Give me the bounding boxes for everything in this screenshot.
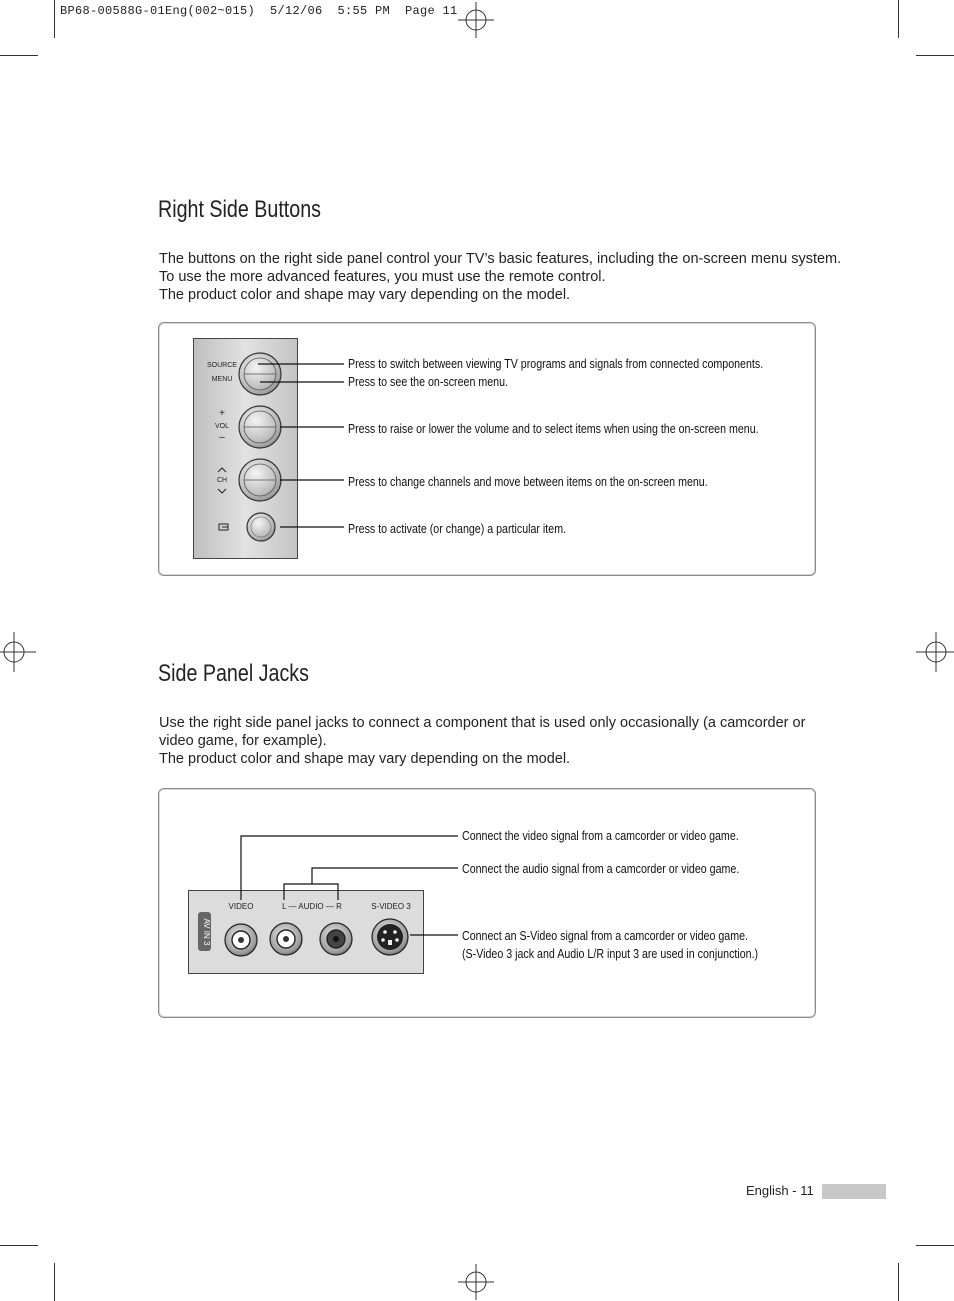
callout-enter: Press to activate (or change) a particular item.	[348, 521, 567, 536]
registration-mark-icon	[916, 632, 954, 672]
chevron-up-icon	[218, 468, 226, 472]
menu-label: MENU	[211, 376, 233, 383]
crop-mark	[916, 55, 954, 56]
svideo-jack-label: S-VIDEO 3	[371, 902, 411, 911]
callout-volume: Press to raise or lower the volume and to select items when using the on-screen menu.	[348, 421, 759, 436]
callout-lines	[240, 355, 350, 535]
callout-menu: Press to see the on-screen menu.	[348, 374, 508, 389]
callout-source: Press to switch between viewing TV programs and signals from connected components.	[348, 356, 764, 371]
footer-tab	[822, 1184, 886, 1199]
vol-label: VOL	[214, 423, 229, 430]
callout-svideo-jack: Connect an S-Video signal from a camcorder or video game.	[462, 928, 749, 943]
section-title-right-side-buttons: Right Side Buttons	[158, 196, 322, 223]
registration-mark-icon	[0, 632, 36, 672]
crop-mark	[0, 1245, 38, 1246]
enter-icon	[219, 524, 228, 530]
paragraph-line: Use the right side panel jacks to connect a component that is used only occasionally (a camcorder or	[159, 715, 806, 731]
vol-minus-label: –	[219, 432, 225, 443]
page-number: English - 11	[746, 1183, 814, 1198]
print-header: BP68-00588G-01Eng(002~015) 5/12/06 5:55 PM Page 11	[60, 4, 458, 18]
callout-audio-jack: Connect the audio signal from a camcorder or video game.	[462, 861, 740, 876]
crop-mark	[916, 1245, 954, 1246]
section-intro-side-panel-jacks	[159, 714, 839, 768]
crop-mark	[898, 0, 899, 38]
crop-mark	[54, 0, 55, 38]
ch-label: CH	[216, 477, 228, 484]
video-jack-label: VIDEO	[228, 902, 254, 911]
callout-video-jack: Connect the video signal from a camcorder or video game.	[462, 828, 739, 843]
audio-jack-label: L — AUDIO — R	[282, 902, 342, 911]
crop-mark	[0, 55, 38, 56]
chevron-down-icon	[218, 489, 226, 493]
paragraph-line: The buttons on the right side panel control your TV’s basic features, including the on-screen menu system.	[159, 251, 842, 267]
crop-mark	[54, 1263, 55, 1301]
paragraph-line: video game, for example).	[159, 733, 327, 749]
source-label: SOURCE	[207, 362, 237, 369]
av-in-label: AV IN 3	[202, 918, 211, 946]
registration-mark-icon	[458, 1264, 494, 1300]
section-intro-right-side-buttons	[159, 250, 842, 304]
vol-plus-label: +	[219, 408, 225, 419]
registration-mark-icon	[458, 2, 494, 38]
jack-callout-lines	[230, 828, 462, 948]
callout-svideo-note: (S-Video 3 jack and Audio L/R input 3 are used in conjunction.)	[462, 946, 759, 961]
paragraph-line: To use the more advanced features, you must use the remote control.	[159, 269, 606, 285]
paragraph-line: The product color and shape may vary depending on the model.	[159, 751, 571, 767]
section-title-side-panel-jacks: Side Panel Jacks	[158, 660, 309, 687]
callout-channel: Press to change channels and move between items on the on-screen menu.	[348, 474, 708, 489]
paragraph-line: The product color and shape may vary depending on the model.	[159, 287, 571, 303]
crop-mark	[898, 1263, 899, 1301]
